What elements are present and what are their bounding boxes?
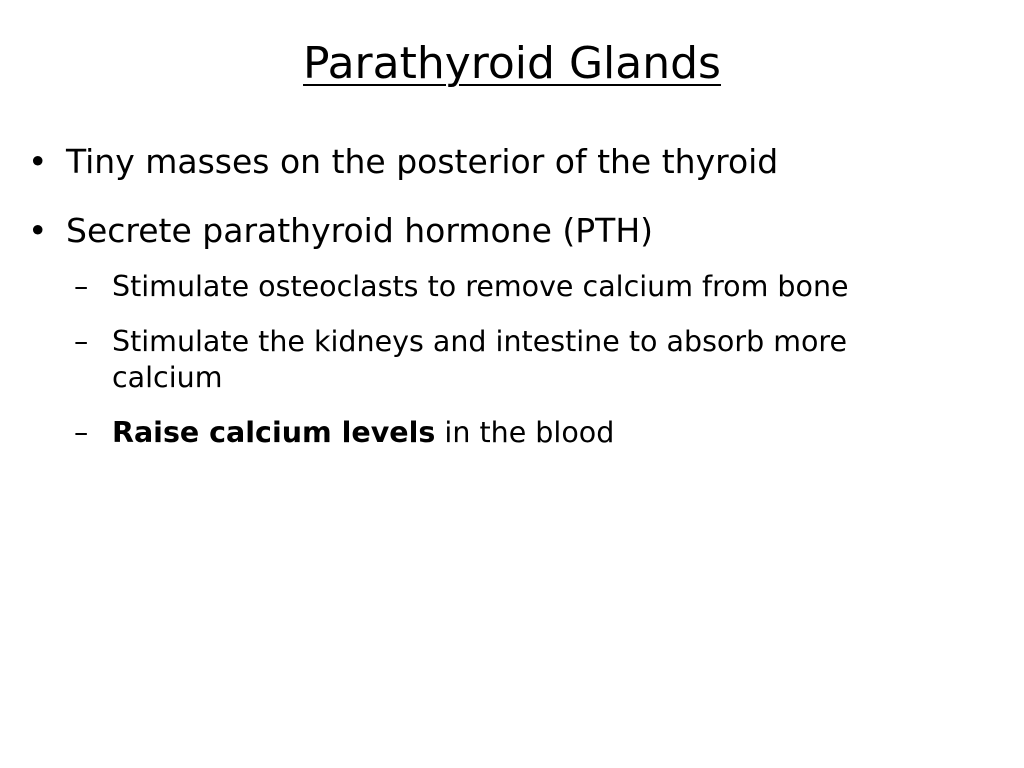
slide-content: [28, 140, 988, 470]
slide-title-text: Parathyroid Glands: [303, 38, 721, 89]
sub-bullet-item: [74, 324, 942, 396]
sub-bullet-marker: –: [74, 416, 89, 449]
slide-title: [0, 34, 1024, 94]
sub-bullet-item: [74, 269, 942, 305]
sub-bullet-text: Stimulate the kidneys and intestine to absorb more calcium: [112, 325, 848, 394]
bullet-marker: •: [28, 142, 48, 181]
sub-bullet-marker: –: [74, 270, 89, 303]
bullet-item: [28, 209, 988, 253]
sub-bullet-bold-text: Raise calcium levels: [112, 416, 436, 449]
sub-bullet-text: Stimulate osteoclasts to remove calcium from bone: [112, 270, 849, 303]
sub-bullet-marker: –: [74, 325, 89, 358]
bullet-text: Tiny masses on the posterior of the thyroid: [66, 142, 779, 181]
sub-bullet-text: in the blood: [435, 416, 615, 449]
bullet-marker: •: [28, 211, 48, 250]
bullet-text: Secrete parathyroid hormone (PTH): [66, 211, 654, 250]
bullet-item: [28, 140, 988, 184]
sub-bullet-item: [74, 415, 942, 451]
